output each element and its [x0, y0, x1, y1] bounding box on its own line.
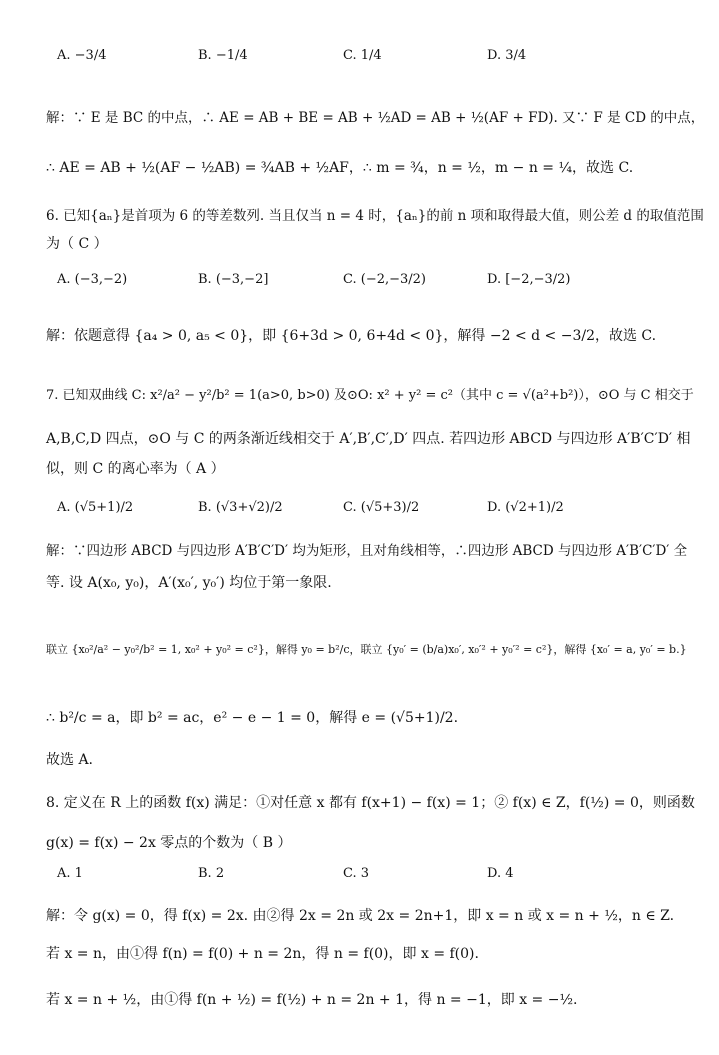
q8-solution-line-2: 若 x = n，由①得 f(n) = f(0) + n = 2n，得 n = f(0)，即 x = f(0). — [46, 946, 479, 962]
q8-option-a: A. 1 — [57, 866, 83, 881]
q7-solution-line-1: 解：∵四边形 ABCD 与四边形 A′B′C′D′ 均为矩形，且对角线相等，∴四边形 ABCD 与四边形 A′B′C′D′ 全 — [46, 543, 688, 559]
q6-stem-line-2: 为（ C ） — [46, 236, 108, 252]
q8-option-c: C. 3 — [343, 866, 370, 881]
q6-stem-line-1: 6. 已知{aₙ}是首项为 6 的等差数列. 当且仅当 n = 4 时，{aₙ}的前 n 项和取得最大值，则公差 d 的取值范围 — [46, 208, 704, 224]
q7-stem-line-3: 似，则 C 的离心率为（ A ） — [46, 461, 225, 477]
q7-solution-line-2: 等. 设 A(x₀, y₀)，A′(x₀′, y₀′) 均位于第一象限. — [46, 575, 332, 591]
q8-stem-line-1: 8. 定义在 R 上的函数 f(x) 满足：①对任意 x 都有 f(x+1) − f(x) = 1；② f(x) ∈ Z，f(½) = 0，则函数 — [46, 795, 695, 811]
q7-solution-line-5: 故选 A. — [46, 752, 94, 768]
q8-solution-line-1: 解：令 g(x) = 0，得 f(x) = 2x. 由②得 2x = 2n 或 2x = 2n+1，即 x = n 或 x = n + ½，n ∈ Z. — [46, 908, 675, 924]
q8-solution-line-3: 若 x = n + ½，由①得 f(n + ½) = f(½) + n = 2n + 1，得 n = −1，即 x = −½. — [46, 992, 578, 1008]
q6-option-d: D. [−2,−3/2) — [487, 272, 571, 287]
q7-option-b: B. (√3+√2)/2 — [198, 500, 283, 515]
q7-option-a: A. (√5+1)/2 — [57, 500, 134, 515]
q6-solution: 解：依题意得 {a₄ > 0, a₅ < 0}，即 {6+3d > 0, 6+4d < 0}，解得 −2 < d < −3/2，故选 C. — [46, 328, 657, 344]
q5-option-d: D. 3/4 — [487, 48, 527, 63]
q7-stem-line-2: A,B,C,D 四点，⊙O 与 C 的两条渐近线相交于 A′,B′,C′,D′ 四点. 若四边形 ABCD 与四边形 A′B′C′D′ 相 — [46, 431, 691, 447]
q5-option-c: C. 1/4 — [343, 48, 382, 63]
q5-option-a: A. −3/4 — [57, 48, 107, 63]
q5-solution-line-2: ∴ AE = AB + ½(AF − ½AB) = ¾AB + ½AF，∴ m = ¾，n = ½，m − n = ¼，故选 C. — [46, 160, 634, 176]
q7-option-d: D. (√2+1)/2 — [487, 500, 564, 515]
q7-solution-line-4: ∴ b²/c = a，即 b² = ac，e² − e − 1 = 0，解得 e = (√5+1)/2. — [46, 710, 459, 726]
q5-option-b: B. −1/4 — [198, 48, 248, 63]
q6-option-a: A. (−3,−2) — [57, 272, 128, 287]
q7-stem-line-1: 7. 已知双曲线 C: x²/a² − y²/b² = 1(a>0, b>0) 及⊙O: x² + y² = c²（其中 c = √(a²+b²)），⊙O 与 C 相交于 — [46, 388, 694, 403]
q6-option-b: B. (−3,−2] — [198, 272, 269, 287]
q8-stem-line-2: g(x) = f(x) − 2x 零点的个数为（ B ） — [46, 835, 292, 851]
q7-solution-line-3: 联立 {x₀²/a² − y₀²/b² = 1, x₀² + y₀² = c²}，解得 y₀ = b²/c，联立 {y₀′ = (b/a)x₀′, x₀′² + y₀′² = c²}，解得 {x₀′ = a, y₀′ = b.} — [46, 643, 687, 656]
q6-option-c: C. (−2,−3/2) — [343, 272, 427, 287]
q8-option-b: B. 2 — [198, 866, 225, 881]
q8-option-d: D. 4 — [487, 866, 514, 881]
q7-option-c: C. (√5+3)/2 — [343, 500, 420, 515]
q5-solution-line-1: 解：∵ E 是 BC 的中点，∴ AE = AB + BE = AB + ½AD = AB + ½(AF + FD). 又∵ F 是 CD 的中点， — [46, 110, 705, 126]
